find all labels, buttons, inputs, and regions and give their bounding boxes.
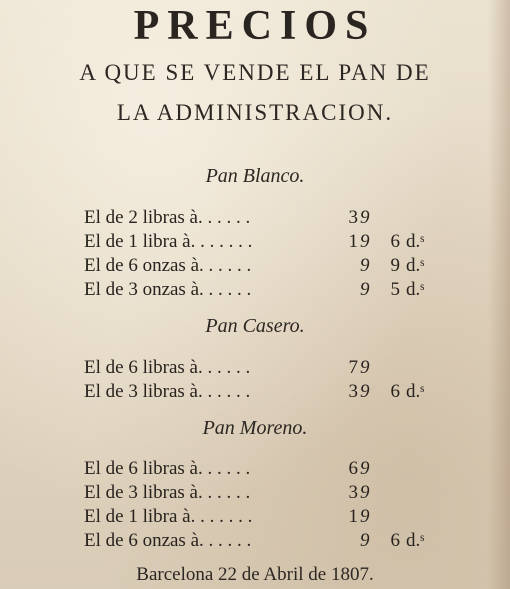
price-row-label: El de 6 onzas à. . . . . . [84, 255, 252, 276]
sueldo-symbol: 9 [360, 381, 370, 402]
price-row-label: El de 3 libras à. . . . . . [84, 381, 251, 402]
poster-title: PRECIOS [133, 3, 377, 49]
price-sueldos: 3 [348, 482, 358, 503]
sueldo-symbol: 9 [360, 357, 370, 378]
dineros-unit: d.ˢ [406, 279, 425, 300]
date-footer: Barcelona 22 de Abril de 1807. [136, 564, 374, 585]
dineros-unit: d.ˢ [406, 255, 425, 276]
dineros-unit: d.ˢ [406, 231, 425, 252]
price-row-label: El de 3 libras à. . . . . . [84, 482, 251, 503]
price-row [84, 505, 464, 529]
price-row [84, 230, 464, 254]
section-heading-pan-casero: Pan Casero. [205, 315, 305, 337]
price-dineros: 6 [390, 231, 400, 252]
price-row [84, 278, 464, 302]
sueldo-symbol: 9 [360, 482, 370, 503]
price-sueldos: 6 [348, 458, 358, 479]
price-row [84, 529, 464, 553]
sueldo-symbol: 9 [360, 255, 370, 276]
price-dineros: 5 [390, 279, 400, 300]
price-sueldos: 3 [348, 207, 358, 228]
price-sueldos: 7 [348, 357, 358, 378]
price-sueldos: 3 [348, 381, 358, 402]
price-row [84, 206, 464, 230]
price-dineros: 9 [390, 255, 400, 276]
section-heading-pan-moreno: Pan Moreno. [202, 417, 308, 439]
dineros-unit: d.ˢ [406, 530, 425, 551]
poster-subtitle-line2: LA ADMINISTRACION. [116, 100, 394, 125]
price-row [84, 380, 464, 404]
price-row [84, 481, 464, 505]
sueldo-symbol: 9 [360, 458, 370, 479]
price-dineros: 6 [390, 530, 400, 551]
dineros-unit: d.ˢ [406, 381, 425, 402]
price-row-label: El de 1 libra à. . . . . . . [84, 231, 253, 252]
price-row-label: El de 6 libras à. . . . . . [84, 458, 251, 479]
price-sueldos: 1 [348, 506, 358, 527]
price-row [84, 356, 464, 380]
price-row-label: El de 3 onzas à. . . . . . [84, 279, 252, 300]
price-row-label: El de 6 libras à. . . . . . [84, 357, 251, 378]
sueldo-symbol: 9 [360, 530, 370, 551]
price-row [84, 254, 464, 278]
poster-subtitle-line1: A QUE SE VENDE EL PAN DE [79, 60, 431, 85]
price-dineros: 6 [390, 381, 400, 402]
sueldo-symbol: 9 [360, 506, 370, 527]
sueldo-symbol: 9 [360, 231, 370, 252]
price-row-label: El de 6 onzas à. . . . . . [84, 530, 252, 551]
paper-edge-shadow [488, 0, 510, 589]
sueldo-symbol: 9 [360, 279, 370, 300]
price-row-label: El de 1 libra à. . . . . . . [84, 506, 253, 527]
price-row [84, 457, 464, 481]
price-row-label: El de 2 libras à. . . . . . [84, 207, 251, 228]
section-heading-pan-blanco: Pan Blanco. [205, 165, 305, 187]
sueldo-symbol: 9 [360, 207, 370, 228]
price-sueldos: 1 [348, 231, 358, 252]
